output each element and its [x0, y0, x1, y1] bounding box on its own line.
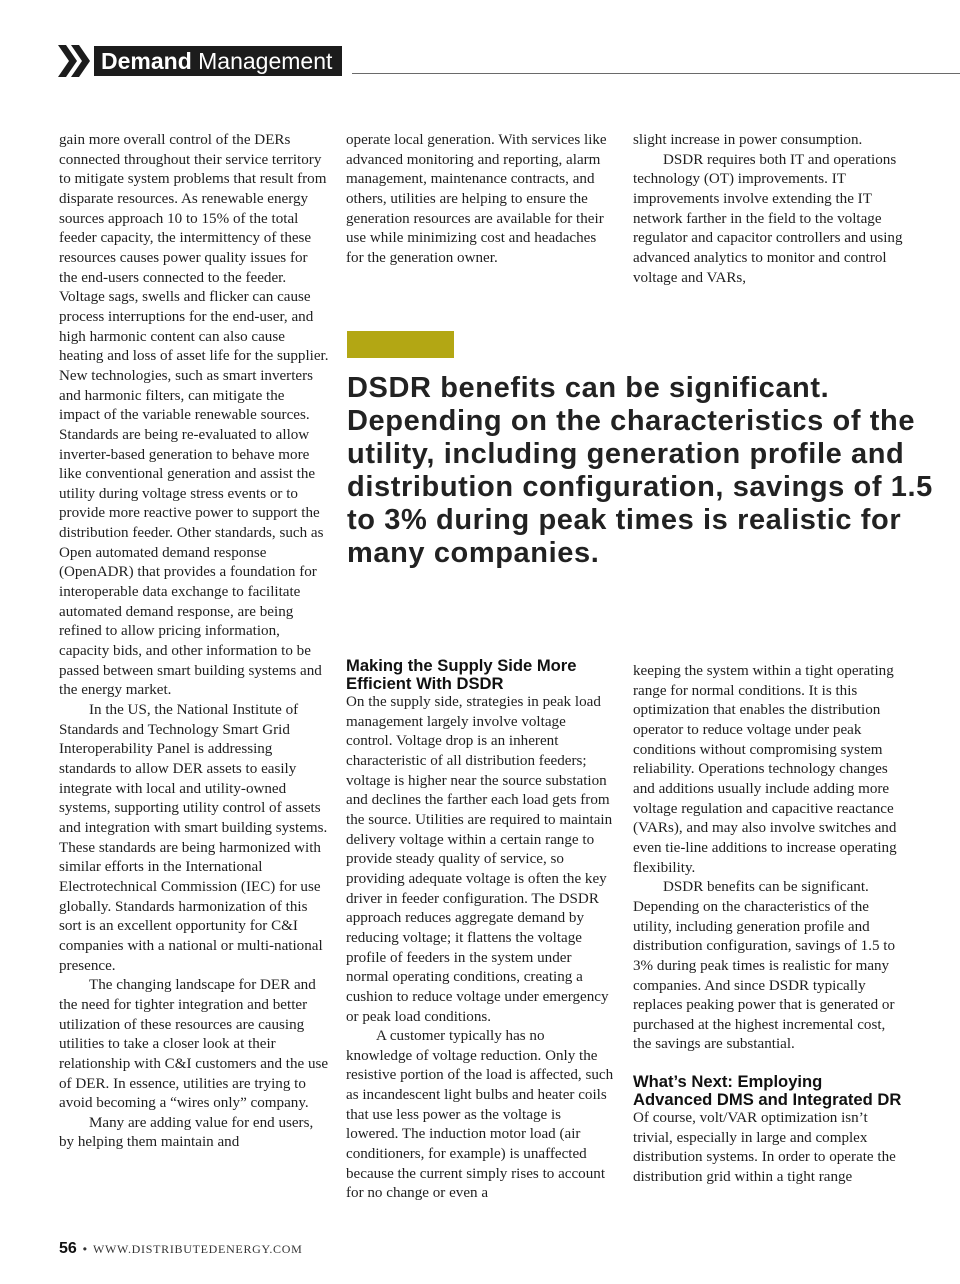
paragraph: DSDR benefits can be significant. Depending on the characteristics of the utility, including generation profile and distribution configuration, savings of 1.5 to 3% during peak times is realistic for many companies. And since DSDR typically replaces peaking power that is generated or purchased at the highest incremental cost, the savings are substantial.	[633, 879, 896, 1053]
section-title	[94, 46, 342, 76]
pullquote: DSDR benefits can be significant. Depending on the characteristics of the utility, including generation profile and distribution configuration, savings of 1.5 to 3% during peak times is realistic for many companies.	[347, 372, 933, 569]
paragraph: Of course, volt/VAR optimization isn’t trivial, especially in large and complex distribution systems. In order to operate the distribution grid within a tight range	[633, 1110, 896, 1186]
paragraph: operate local generation. With services like advanced monitoring and reporting, alarm management, maintenance contracts, and others, utilities are helping to ensure the generation resources are available for their use while minimizing cost and headaches for the generation owner.	[346, 132, 607, 266]
paragraph: gain more overall control of the DERs connected throughout their service territory to mitigate system problems that result from disparate resources. As renewable energy sources approach 10 to 15% of the total feeder capacity, the intermittency of these resources causes power quality issues for the end-users connected to the feeder. Voltage sags, swells and flicker can cause process interruptions for the end-user, and high harmonic content can also cause heating and loss of asset life for the supplier. New technologies, such as smart inverters and harmonic filters, can mitigate the impact of the variable renewable sources. Standards are being re-evaluated to allow inverter-based generation to behave more like conventional generation and assist the utility during voltage stress events or to provide more reactive power to support the distribution feeder. Other standards, such as Open automated demand response (OpenADR) that provides a foundation for interoperable data exchange to facilitate automated demand response, are being refined to allow pricing information, capacity bids, and other information to be passed between smart building systems and the energy market.	[59, 132, 329, 699]
pullquote-accent-bar	[347, 331, 454, 358]
paragraph: The changing landscape for DER and the need for tighter integration and better utilization of these resources are causing utilities to take a closer look at their relationship with C&I customers and the use of DER. In essence, utilities are trying to avoid becoming a “wires only” company.	[59, 977, 329, 1112]
spacer	[633, 1055, 905, 1073]
paragraph: On the supply side, strategies in peak load management largely involve voltage control. Voltage drop is an inherent characteristic of all distribution feeders; voltage is higher near the source substation and declines the farther each load gets from the source. Utilities are required to maintain delivery voltage within a certain range to provide steady quality of service, so providing adequate voltage is often the key driver in feeder configuration. The DSDR approach reduces aggregate demand by reducing voltage; it flattens the voltage profile of feeders in the system under normal operating conditions, creating a cushion to reduce voltage under emergency or peak load conditions.	[346, 694, 613, 1025]
subheading: What’s Next: Employing Advanced DMS and Integrated DR	[633, 1072, 902, 1110]
paragraph: A customer typically has no knowledge of voltage reduction. Only the resistive portion of the load is affected, such as incandescent light bulbs and heater coils that use less power as the voltage is lowered. The induction motor load (air conditioners, for example) is unaffected because the current simply rises to account for no change or even a	[346, 1028, 614, 1202]
section-title-rest: Management	[191, 48, 333, 74]
paragraph: DSDR requires both IT and operations technology (OT) improvements. IT improvements involve extending the IT network farther in the field to the voltage regulator and capacitor controllers and using advanced analytics to monitor and control voltage and VARs,	[633, 151, 903, 286]
column-2-top	[346, 131, 614, 269]
column-3-bottom	[633, 662, 905, 1188]
page-number: 56	[59, 1240, 77, 1257]
header-rule	[352, 73, 960, 74]
section-title-bold: Demand	[101, 48, 192, 74]
website-link[interactable]: WWW.DISTRIBUTEDENERGY.COM	[93, 1242, 303, 1256]
paragraph: Many are adding value for end users, by helping them maintain and	[59, 1114, 314, 1151]
paragraph: slight increase in power consumption.	[633, 132, 863, 148]
double-chevron-icon	[56, 43, 92, 79]
subheading: Making the Supply Side More Efficient With DSDR	[346, 656, 577, 693]
column-3-top	[633, 131, 903, 288]
column-1	[59, 131, 329, 1153]
paragraph: keeping the system within a tight operating range for normal conditions. It is this optimization that enables the distribution operator to reduce voltage under peak conditions without compromising system reliability. Operations technology changes and additions usually include adding more voltage regulation and capacitive reactance (VARs), and may also involve switches and even tie-line additions to increase operating flexibility.	[633, 663, 897, 876]
page-footer	[59, 1240, 303, 1258]
column-2-bottom	[346, 657, 614, 1204]
footer-bullet: •	[82, 1242, 87, 1256]
paragraph: In the US, the National Institute of Standards and Technology Smart Grid Interoperability Panel is addressing standards to allow DER assets to easily integrate with local and utility-owned systems, supporting utility control of assets and integration with smart building systems. These standards are being harmonized with similar efforts in the International Electrotechnical Commission (IEC) for use globally. Standards harmonization of this sort is an excellent opportunity for C&I companies with a national or multi-national presence.	[59, 702, 328, 974]
